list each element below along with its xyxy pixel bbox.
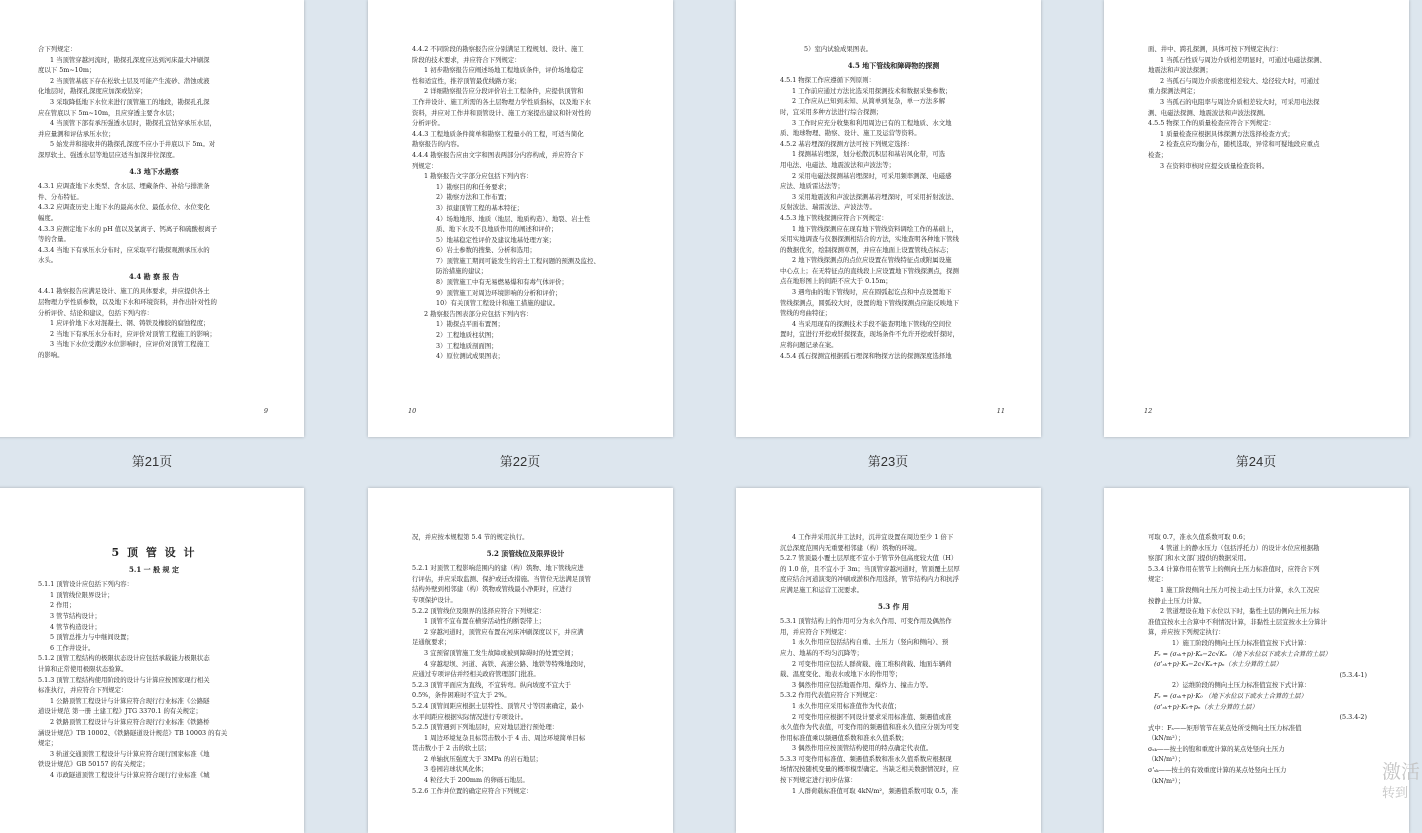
text-line: 深厚软土、强透水层等地层应适当加深井位深度。 <box>38 150 179 159</box>
text-line: 1 应评价地下水对混凝土、钢、铸铁及橡胶的腐蚀程度； <box>50 319 210 328</box>
text-line: 2 单轴抗压强度大于 3MPa 的岩石地层； <box>424 754 543 763</box>
text-line: 3 当孤石的电阻率与周边介质相差较大时，可采用电法探 <box>1160 97 1320 106</box>
page-label: 第21页 <box>131 454 173 469</box>
section-heading: 4.3 地下水勘察 <box>129 166 179 176</box>
text-line: 标准执行，并应符合下列规定： <box>38 686 128 695</box>
text-line: （kN/m²）； <box>1148 776 1185 785</box>
text-line: 8）顶管施工中有无易燃易爆和有毒气体评价； <box>436 278 568 287</box>
text-line: 专项保护设计。 <box>412 595 457 604</box>
text-line: 4.3.2 应调查历史上地下水的最高水位、最低水位、水位变化 <box>38 203 210 212</box>
text-line: 5 顶管总推力与中继间设置； <box>50 633 133 642</box>
text-line: 10）有关顶管工程设计和施工措施的建议。 <box>436 299 560 308</box>
text-line: Fₛ = (σₛₖ+p)·Kₐ−2c√Kₐ （地下水位以下或水土合算的土层） <box>1154 649 1332 658</box>
text-line: 等的含量。 <box>38 235 70 244</box>
text-line: 件、分布特征。 <box>38 192 83 201</box>
text-line: 1 永久作用应包括结构自重、土压力（竖向和侧向）、预 <box>792 638 949 647</box>
document-page[interactable] <box>368 488 673 833</box>
text-line: 4 当采用现有的探测技术手段不能查明地下管线的空间位 <box>792 319 952 328</box>
page-number: 10 <box>408 407 417 416</box>
text-line: 1 质量检查应根据具体探测方法选择检查方式； <box>1160 129 1294 138</box>
text-line: 3 采取降低地下水位来进行顶管施工的地段，勘探孔孔深 <box>50 97 210 106</box>
document-page[interactable] <box>1104 0 1409 437</box>
text-line: 5.2.1 对顶管工程影响范围内的建（构）筑物、地下管线应进 <box>412 564 584 573</box>
text-line: σₛₖ——按土的饱和重度计算的某点处竖向土压力 <box>1148 744 1285 753</box>
text-line: 5.1.3 顶管工程结构使用阶段的设计与计算应按国家现行相关 <box>38 675 210 684</box>
text-line: 1 周边环境复杂且标贯击数小于 4 击、周边环境简单目标 <box>424 733 586 742</box>
text-line: 重力探测法判定； <box>1148 87 1200 96</box>
text-line: Fₛ = (σₛₖ+p)·K₀ （地下水位以下或水土合算的土层） <box>1154 691 1307 700</box>
text-line: 4.5.2 基岩埋深的探测方法可按下列规定选择： <box>780 139 914 148</box>
text-line: 的 1.0 倍，且不宜小于 3m；当顶管穿越河道时，管顶覆土层厚 <box>780 564 960 573</box>
text-line: 2 可变作用应根据不同设计要求采用标准值、频遇值或准 <box>792 712 952 721</box>
text-line: 5.2.4 顶管间距应根据土层特性、顶管尺寸等因素确定，最小 <box>412 701 584 710</box>
text-line: (σ'ₛₖ+p)·Kₐ−2c√Kₐ+pₙ（水土分算的土层） <box>1154 660 1283 669</box>
text-line: 3）工程地质剖面图； <box>436 341 498 350</box>
text-line: 1 永久作用应采用标准值作为代表值； <box>792 701 901 710</box>
text-line: 4）原位测试成果图表； <box>436 352 504 361</box>
text-line: 作用标准值乘以频遇值系数和准永久值系数； <box>780 733 908 742</box>
text-line: 层物理力学性质参数，以及地下水和环境资料，并作出针对性的 <box>38 298 217 307</box>
text-line: 2 可变作用应包括人群荷载、施工堆积荷载、地面车辆荷 <box>792 659 952 668</box>
text-line: 式中：Fₛ——矩形管节在某点处所受侧向土压力标准值 <box>1148 723 1302 732</box>
text-line: 结构外壁到相邻建（构）筑物或管线最小净距时，应进行 <box>412 585 572 594</box>
text-line: 2 详细勘察报告应分段评价岩土工程条件，应提供顶管和 <box>424 87 584 96</box>
text-line: 行评估，并应采取监测、保护或迁改措施。当管位无法满足顶管 <box>412 574 591 583</box>
document-page[interactable] <box>0 488 304 833</box>
text-line: 算，并应按下列规定执行： <box>1148 628 1225 637</box>
text-line: 采用实地调查与仪器探测相结合的方法，实地查明各种地下管线 <box>780 235 959 244</box>
text-line: 2）工程地质柱状图； <box>436 331 498 340</box>
text-line: 3 偶然作用应包括地震作用、爆炸力、撞击力等。 <box>792 680 933 689</box>
text-line: 3）拟建顶管工程的基本特征； <box>436 203 524 212</box>
text-line: 4.3.3 应测定地下水的 pH 值以及氯离子、钙离子和硫酸根离子 <box>38 224 218 233</box>
text-line: 1 勘察报告文字部分应包括下列内容： <box>424 172 533 181</box>
text-line: 地震法和声波法探测； <box>1148 66 1212 75</box>
text-line: 2 当顶管基底下存在松软土层及可能产生流砂、潜蚀或液 <box>50 76 210 85</box>
text-line: 4 粒径大于 200mm 的卵砾石地层。 <box>424 776 529 785</box>
activation-watermark <box>1382 762 1422 802</box>
page-label: 第24页 <box>1235 454 1277 469</box>
document-page[interactable] <box>0 0 304 437</box>
text-line: 5 始发井和接收井的勘探孔深度不应小于井底以下 5m。对 <box>50 140 216 149</box>
text-line: 应法、地质雷达法等； <box>780 182 844 191</box>
text-line: 5.2.7 管顶最小覆土层厚度不宜小于管节外包高度较大值（H） <box>780 554 958 563</box>
text-line: 5.2.3 顶管平面应为直线，不宜转弯。纵向坡度不宜大于 <box>412 680 571 689</box>
text-line: (σ'ₛₖ+p)·K₀+pₙ（水土分算的土层） <box>1154 702 1258 711</box>
text-line: 化地层时，勘探孔深度应加深或钻穿； <box>38 87 147 96</box>
text-line: 永久值作为代表值，可变作用的频遇值和准永久值应分别为可变 <box>780 723 959 732</box>
text-line: 度以下 5m~10m； <box>38 66 96 75</box>
text-line: 幅度。 <box>38 213 58 222</box>
text-line: 2 勘察报告图表部分应包括下列内容： <box>424 309 533 318</box>
text-line: 用电法、电磁法、地震波法和声波法等； <box>780 160 896 169</box>
section-heading: 5.2 顶管线位及限界设计 <box>486 548 565 558</box>
text-line: 4 穿越堤坝、河道、高铁、高速公路、地铁等特殊地段时， <box>424 659 590 668</box>
text-line: 质、地下水及不良地质作用的阐述和评价； <box>436 225 558 234</box>
text-line: 5.2.2 顶管线位及限界的选择应符合下列规定： <box>412 606 546 615</box>
text-line: 的影响。 <box>38 351 64 360</box>
text-line: 规定； <box>38 739 58 748</box>
text-line: 贯击数小于 2 击的软土层； <box>412 744 491 753</box>
text-line: 4.3.4 当地下有承压水分布时，应采取平行勘探观测承压水的 <box>38 245 210 254</box>
text-line: 反射波法、瑞雷波法、声波法等。 <box>780 203 876 212</box>
text-line: 4.4.3 工程地质条件简单和勘察工程量小的工程，可适当简化 <box>412 129 584 138</box>
text-line: σ'ₛₖ——按土的有效重度计算的某点处竖向土压力 <box>1148 766 1287 775</box>
text-line: 2 工作应从已知到未知、从简单到复杂，单一方法多解 <box>792 97 946 106</box>
text-line: 质、地球物理、勘察、设计、施工及运营等资料。 <box>780 129 921 138</box>
text-line: 3 偶然作用应按顶管结构使用的特点确定代表值。 <box>792 744 933 753</box>
text-line: 5.3.4 计算作用在管节上的侧向土压力标准值时，应符合下列 <box>1148 564 1320 573</box>
text-line: 1）勘探点平面布置图； <box>436 320 504 329</box>
text-line: 度应结合河道演变的冲刷或淤积作用选择，管节结构内力和抗浮 <box>780 575 959 584</box>
text-line: 4.4.1 勘察报告应满足设计、施工的具体要求，并应提供各土 <box>38 287 210 296</box>
text-line: 沉总深度范围内无重要相邻建（构）筑物的环境。 <box>780 543 921 552</box>
text-line: 按静止土压力计算。 <box>1148 596 1206 605</box>
text-line: 1 公路顶管工程设计与计算应符合现行行业标准《公路隧 <box>50 696 210 705</box>
document-page[interactable] <box>736 488 1041 833</box>
text-line: 测、电磁法探测、地震波法和声波法探测。 <box>1148 108 1270 117</box>
text-line: 的数据优劣，绘制探测草图，并应在地面上设置管线点标志； <box>780 245 953 254</box>
text-line: 1 工作前应通过方法比选采用探测技术和数据采集参数； <box>792 86 952 95</box>
text-line: 4.5.4 孤石探测宜根据孤石埋深和物探方法的探测深度选择地 <box>780 351 952 360</box>
text-line: 铁设计规范》GB 50157 的有关规定； <box>38 760 149 769</box>
watermark-line: 转到 <box>1382 785 1409 800</box>
text-line: 1 施工阶段侧向土压力可按主动土压力计算，永久工况应 <box>1160 585 1320 594</box>
text-line: (5.3.4-2) <box>1339 713 1367 722</box>
text-line: 6）岩土参数的搜集、分析和选用； <box>436 246 536 255</box>
text-line: 并应量测和评估承压水位； <box>38 129 115 138</box>
text-line: 点在地形图上的间距不应大于 0.15m； <box>780 277 892 286</box>
text-line: 2 当孤石与周边介质密度相差较大、埝径较大时，可通过 <box>1160 76 1320 85</box>
text-line: 1 人群荷载标准值可取 4kN/m²，频遇值系数可取 0.5，准 <box>792 786 959 795</box>
text-line: 5.2.5 顶管遇到下列地层时，应对地层进行预处理： <box>412 723 559 732</box>
text-line: 时，宜采用多种方法进行综合探测； <box>780 107 883 116</box>
text-line: 1 顶管线位限界设计； <box>50 590 114 599</box>
text-line: 列规定： <box>412 161 438 170</box>
text-line: 水头。 <box>38 256 58 265</box>
text-line: 2 穿越河道时，顶管应布置在河床冲刷深度以下，并应满 <box>424 627 584 636</box>
text-line: 应通过专项评估并经相关政府管理部门批准。 <box>412 670 540 679</box>
text-line: 2 管道埋设在地下水位以下时，黏性土层的侧向土压力标 <box>1160 607 1320 616</box>
text-line: 勘察报告的内容。 <box>412 140 464 149</box>
text-line: 4 工作井采用沉井工法时，沉井宜设置在周边至少 1 倍下 <box>792 533 954 541</box>
text-line: 面、井中、跨孔探测，具体可按下列规定执行： <box>1148 45 1283 53</box>
text-line: 2 铁路顶管工程设计与计算应符合现行行业标准《铁路桥 <box>50 717 210 726</box>
text-line: 应在管底以下 5m~10m，且应穿透主要含水层； <box>38 108 179 117</box>
text-line: 1 地下管线探测应在现有地下管线资料调绘工作的基础上， <box>792 224 958 233</box>
text-line: 4 市政隧道顶管工程设计与计算应符合现行行业标准《城 <box>50 770 210 779</box>
text-line: 场情况按随机变量的概率模型确定。当缺乏相关数据情况时，应 <box>780 765 959 774</box>
page-number: 12 <box>1144 407 1153 416</box>
text-line: 准值宜按水土合算中不利情况计算，非黏性土层宜按水土分算计 <box>1148 617 1327 626</box>
text-line: 防治措施的建议； <box>436 267 488 276</box>
text-line: （kN/m²）； <box>1148 734 1185 743</box>
text-line: 性和适宜性，推荐顶管最优线路方案； <box>412 76 521 85</box>
text-line: 1 当顶管穿越河流时，勘探孔深度应达到河床最大冲刷深 <box>50 55 210 64</box>
text-line: 2 采用电磁法探测基岩埋深时，可采用频率测深、电磁感 <box>792 171 952 180</box>
text-line: 4.5.3 地下管线探测应符合下列规定： <box>780 213 888 222</box>
text-line: 水平间距应根据实际情况进行专项设计。 <box>412 712 528 721</box>
section-heading: 5 顶 管 设 计 <box>111 546 197 559</box>
text-line: 管线探测点，圆弧较大时，设置的地下管线探测点应能反映地下 <box>780 298 959 307</box>
text-line: 5.1.1 顶管设计应包括下列内容： <box>38 580 133 589</box>
text-line: 应满足施工和运营工况要求。 <box>780 585 864 594</box>
section-heading: 5.3 作 用 <box>877 601 910 611</box>
text-line: 5.1.2 顶管工程结构的极限状态设计应包括承载能力极限状态 <box>38 654 210 663</box>
text-line: 5.3.1 顶管结构上的作用可分为永久作用、可变作用及偶然作 <box>780 617 952 626</box>
text-line: 4.4.2 不同阶段的勘察报告应分别满足工程规划、设计、施工 <box>412 45 584 53</box>
document-page[interactable] <box>736 0 1041 437</box>
text-line: 1）施工阶段的侧向土压力标准值宜按下式计算： <box>1172 638 1311 647</box>
text-line: 5.3.2 作用代表值应符合下列规定： <box>780 691 882 700</box>
text-line: 6 工作井设计。 <box>50 643 95 652</box>
text-line: 3 当地下水位受潮汐水位影响时，应评价对顶管工程施工 <box>50 340 210 349</box>
text-line: 足通航要求； <box>412 638 451 647</box>
page-number: 9 <box>263 407 268 416</box>
text-line: 察部门和水文部门提供的数据采用。 <box>1148 554 1251 563</box>
text-line: 中心点上；在无特征点的直线段上应设置地下管线探测点，探测 <box>780 266 959 275</box>
text-line: 4 管节构造设计； <box>50 622 101 631</box>
text-line: 可取 0.7，准永久值系数可取 0.6； <box>1148 533 1250 541</box>
text-line: 3 宜预留顶管施工发生故障或被到障碍时的处置空间； <box>424 648 578 657</box>
watermark-line: 激活 <box>1382 762 1421 783</box>
text-line: 4.3.1 应调查地下水类型、含水层、埋藏条件、补给与排泄条 <box>38 182 210 191</box>
text-line: 3 遇弯曲的地下管线时，应在圆弧起讫点和中点设置地下 <box>792 288 952 297</box>
text-line: 2）勘察方法和工作布置； <box>436 193 511 202</box>
page-number: 11 <box>996 407 1005 416</box>
section-heading: 5.1 一 般 规 定 <box>129 564 179 574</box>
text-line: 2 当地下有承压水分布时，应评价对顶管工程施工的影响； <box>50 329 216 338</box>
text-line: 检查； <box>1148 150 1168 159</box>
text-line: 用，并应符合下列规定： <box>780 627 851 636</box>
text-line: 0.5%，条件困难时不宜大于 2%。 <box>412 691 511 700</box>
text-line: 应将问题记录在案。 <box>780 341 838 350</box>
text-line: 2 检查点应均衡分布，随机选取，异常和可疑地段应重点 <box>1160 140 1320 149</box>
text-line: 载、温度变化、地表水或地下水的作用等； <box>780 670 902 679</box>
text-line: 4.4.4 勘察报告应由文字和图表两部分内容构成，并应符合下 <box>412 150 584 159</box>
text-line: 2 作用； <box>50 601 76 610</box>
text-line: 计算和正常使用极限状态验算。 <box>38 664 128 673</box>
text-line: 涵设计规范》TB 10002、《铁路隧道设计规范》TB 10003 的有关 <box>38 728 228 737</box>
section-heading: 4.4 勘 察 报 告 <box>129 271 179 281</box>
text-line: 置时，宜进行开挖或钎探探查，现场条件不允许开挖或钎探时， <box>780 330 959 339</box>
text-line: 况，并应按本规程第 5.4 节的规定执行。 <box>412 533 529 541</box>
text-line: 3 工作时应充分收集和利用周边已有的工程地质、水文地 <box>792 118 952 127</box>
text-line: 4）场地地形、地质（地层、地质构造）、地裂、岩土性 <box>436 214 591 223</box>
text-line: 1 初步勘察报告应阐述场地工程地质条件，评价场地稳定 <box>424 66 584 75</box>
text-line: 4 当顶管下部有承压强透水层时，勘探孔宜钻穿承压水层， <box>50 119 216 128</box>
text-line: 2）运维阶段的侧向土压力标准值宜按下式计算： <box>1172 681 1311 690</box>
text-line: 阶段的技术要求，并应符合下列规定： <box>412 55 521 64</box>
text-line: 工作井设计、施工所需的各土层物理力学性质指标，以及地下水 <box>412 97 591 106</box>
text-line: 1 顶管不宜布置在横穿活动性的断裂带上； <box>424 617 546 626</box>
text-line: 3 轨道交通顶管工程设计与计算应符合现行国家标准《地 <box>50 749 210 758</box>
text-line: 9）顶管施工对周边环境影响的分析和评价； <box>436 288 562 297</box>
text-line: 2 地下管线探测点的点位应设置在管线特征点或附属设施 <box>792 256 952 265</box>
text-line: 5）地基稳定性评价及建议地基处理方案； <box>436 235 556 244</box>
text-line: （kN/m²）； <box>1148 755 1185 764</box>
text-line: 规定： <box>1148 575 1168 584</box>
text-line: 3 采用地震波和声波法探测基岩埋深时，可采用折射波法、 <box>792 192 958 201</box>
text-line: 4.5.1 物探工作应遵循下列原则： <box>780 76 875 85</box>
text-line: 5.3.3 可变作用标准值、频遇值系数和准永久值系数应根据现 <box>780 754 952 763</box>
text-line: 分析评价。 <box>412 119 444 128</box>
text-line: 1 探测基岩埋深，划分松散沉积层和基岩风化带，可选 <box>792 150 946 159</box>
section-heading: 4.5 地下管线和障碍物的探测 <box>847 60 940 70</box>
text-line: 1）勘察目的和任务要求； <box>436 182 511 191</box>
document-page[interactable] <box>1104 488 1409 833</box>
text-line: 道设计规范 第一册 土建工程》JTG 3370.1 的有关规定； <box>38 707 202 716</box>
text-line: (5.3.4-1) <box>1339 670 1367 679</box>
document-page[interactable] <box>368 0 673 437</box>
text-line: 应力、地基的不均匀沉降等； <box>780 648 864 657</box>
text-line: 5）室内试验成果图表。 <box>804 45 872 53</box>
text-line: 5.2.6 工作井位置的确定应符合下列规定： <box>412 786 533 795</box>
text-line: 资料，并应对工作井和顶管设计、施工方案提出建议和针对性的 <box>412 108 591 117</box>
text-line: 1 当孤石性质与周边介质相差明显时，可通过电磁法探测、 <box>1160 55 1326 64</box>
text-line: 合下列规定： <box>38 45 77 53</box>
page-label: 第23页 <box>867 454 909 469</box>
text-line: 4 管道上的静水压力（包括浮托力）的设计水位应根据勘 <box>1160 543 1320 552</box>
text-line: 分析评价、结论和建议，包括下列内容： <box>38 308 154 317</box>
text-line: 3 卷园岩球状风化体； <box>424 765 488 774</box>
text-line: 7）顶管施工期间可能发生的岩土工程问题的预测及监控、 <box>436 256 600 265</box>
text-line: 3 在资料审核时应提交质量检查资料。 <box>1160 161 1269 170</box>
text-line: 4.5.5 物探工作的质量检查应符合下列规定： <box>1148 119 1275 128</box>
text-line: 3 管节结构设计； <box>50 611 101 620</box>
text-line: 按下列规定进行初步估算： <box>780 776 857 785</box>
text-line: 管线的弯曲特征； <box>780 309 832 318</box>
page-label: 第22页 <box>499 454 541 469</box>
